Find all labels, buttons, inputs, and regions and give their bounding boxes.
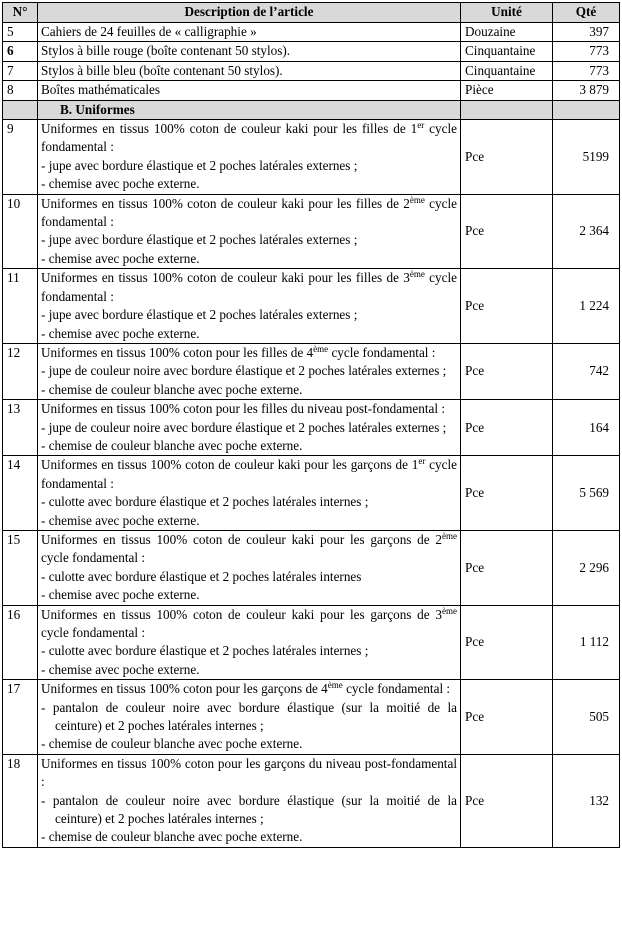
item-quantity: 1 112 xyxy=(553,605,620,680)
intro-text-end: cycle fondamental : xyxy=(41,121,457,155)
item-quantity: 3 879 xyxy=(553,81,620,100)
item-description xyxy=(38,754,461,847)
item-component: - chemise avec poche externe. xyxy=(41,512,457,530)
table-row xyxy=(3,23,620,42)
intro-text: Uniformes en tissus 100% coton de couleur kaki pour les garçons de 3 xyxy=(41,606,442,622)
item-quantity: 505 xyxy=(553,680,620,755)
item-intro xyxy=(41,755,457,792)
item-component: - culotte avec bordure élastique et 2 poches latérales internes ; xyxy=(41,642,457,660)
intro-text: Uniformes en tissus 100% coton pour les garçons de 4 xyxy=(41,681,328,697)
intro-text-end: cycle fondamental : xyxy=(41,625,145,640)
item-number: 8 xyxy=(3,81,38,100)
item-unit: Pce xyxy=(461,120,553,195)
item-number: 7 xyxy=(3,61,38,80)
item-component: - chemise de couleur blanche avec poche externe. xyxy=(41,828,457,846)
header-num: N° xyxy=(3,3,38,23)
intro-text: Uniformes en tissus 100% coton de couleur kaki pour les garçons de 2 xyxy=(41,531,442,547)
item-unit: Pce xyxy=(461,680,553,755)
intro-text: Uniformes en tissus 100% coton de couleur kaki pour les filles de 1 xyxy=(41,121,418,137)
item-quantity: 773 xyxy=(553,61,620,80)
item-number: 9 xyxy=(3,120,38,195)
item-component: - chemise avec poche externe. xyxy=(41,250,457,268)
header-description: Description de l’article xyxy=(38,3,461,23)
item-intro xyxy=(41,456,457,493)
item-quantity: 773 xyxy=(553,42,620,61)
intro-text-end: cycle fondamental : xyxy=(328,344,436,360)
item-component: - jupe avec bordure élastique et 2 poches latérales externes ; xyxy=(41,231,457,249)
item-component: - chemise avec poche externe. xyxy=(41,325,457,343)
item-unit: Pce xyxy=(461,754,553,847)
header-unit: Unité xyxy=(461,3,553,23)
item-description xyxy=(38,605,461,680)
item-number: 13 xyxy=(3,400,38,456)
item-description xyxy=(38,680,461,755)
item-component: - jupe avec bordure élastique et 2 poches latérales externes ; xyxy=(41,306,457,324)
item-number: 18 xyxy=(3,754,38,847)
item-intro xyxy=(41,344,457,362)
item-number: 15 xyxy=(3,530,38,605)
section-spacer xyxy=(461,100,553,119)
item-quantity: 397 xyxy=(553,23,620,42)
item-description: Stylos à bille rouge (boîte contenant 50 stylos). xyxy=(38,42,461,61)
item-component: - pantalon de couleur noire avec bordure élastique (sur la moitié de la ceinture) et 2 poches latérales internes ; xyxy=(41,699,457,736)
item-description xyxy=(38,120,461,195)
item-intro xyxy=(41,269,457,306)
header-qty: Qté xyxy=(553,3,620,23)
item-description xyxy=(38,269,461,344)
item-component: - chemise de couleur blanche avec poche externe. xyxy=(41,735,457,753)
intro-text-end: cycle fondamental : xyxy=(41,195,457,230)
intro-text-end: cycle fondamental : xyxy=(41,550,145,566)
item-component: - culotte avec bordure élastique et 2 poches latérales internes ; xyxy=(41,493,457,511)
intro-text: Uniformes en tissus 100% coton pour les garçons du niveau post-fondamental : xyxy=(41,755,457,790)
item-intro xyxy=(41,606,457,643)
intro-text: Uniformes en tissus 100% coton pour les filles de 4 xyxy=(41,344,314,360)
ordinal-suffix: ème xyxy=(313,343,329,354)
item-unit: Cinquantaine xyxy=(461,61,553,80)
item-number: 12 xyxy=(3,343,38,399)
intro-text-end: cycle fondamental : xyxy=(41,270,457,304)
item-quantity: 132 xyxy=(553,754,620,847)
item-quantity: 2 364 xyxy=(553,194,620,269)
item-component: - jupe de couleur noire avec bordure élastique et 2 poches latérales externes ; xyxy=(41,419,457,437)
item-unit: Pce xyxy=(461,400,553,456)
item-component: - chemise de couleur blanche avec poche externe. xyxy=(41,437,457,455)
table-row xyxy=(3,194,620,269)
intro-text: Uniformes en tissus 100% coton de couleur kaki pour les filles de 3 xyxy=(41,270,410,286)
item-description xyxy=(38,400,461,456)
item-component: - chemise avec poche externe. xyxy=(41,586,457,604)
section-title: B. Uniformes xyxy=(38,100,461,119)
ordinal-suffix: ème xyxy=(409,194,425,205)
table-row xyxy=(3,400,620,456)
ordinal-suffix: ème xyxy=(442,605,457,616)
item-number: 6 xyxy=(3,42,38,61)
item-quantity: 5199 xyxy=(553,120,620,195)
item-unit: Pce xyxy=(461,343,553,399)
item-component: - culotte avec bordure élastique et 2 poches latérales internes xyxy=(41,568,457,586)
table-row xyxy=(3,456,620,531)
table-row xyxy=(3,42,620,61)
item-intro xyxy=(41,531,457,568)
item-description: Stylos à bille bleu (boîte contenant 50 stylos). xyxy=(38,61,461,80)
item-description xyxy=(38,194,461,269)
item-number: 16 xyxy=(3,605,38,680)
table-row xyxy=(3,120,620,195)
item-description xyxy=(38,530,461,605)
item-intro xyxy=(41,680,457,698)
item-component: - chemise avec poche externe. xyxy=(41,175,457,193)
item-description xyxy=(38,456,461,531)
item-unit: Douzaine xyxy=(461,23,553,42)
table-row xyxy=(3,61,620,80)
intro-text: Uniformes en tissus 100% coton de couleur kaki pour les garçons de 1 xyxy=(41,457,419,473)
item-quantity: 742 xyxy=(553,343,620,399)
item-unit: Pce xyxy=(461,456,553,531)
item-number: 17 xyxy=(3,680,38,755)
item-unit: Pce xyxy=(461,194,553,269)
intro-text-end: cycle fondamental : xyxy=(41,457,457,491)
articles-table xyxy=(2,2,620,848)
item-component: - chemise de couleur blanche avec poche externe. xyxy=(41,381,457,399)
item-unit: Pce xyxy=(461,269,553,344)
ordinal-suffix: er xyxy=(418,456,426,467)
item-intro xyxy=(41,120,457,157)
item-quantity: 5 569 xyxy=(553,456,620,531)
item-number: 5 xyxy=(3,23,38,42)
item-number: 14 xyxy=(3,456,38,531)
section-row xyxy=(3,100,620,119)
item-intro xyxy=(41,195,457,232)
intro-text-end: cycle fondamental : xyxy=(342,681,451,697)
item-description: Boîtes mathématicales xyxy=(38,81,461,100)
table-body xyxy=(3,23,620,848)
table-row xyxy=(3,530,620,605)
item-component: - jupe avec bordure élastique et 2 poches latérales externes ; xyxy=(41,157,457,175)
item-quantity: 164 xyxy=(553,400,620,456)
table-row xyxy=(3,81,620,100)
item-unit: Pce xyxy=(461,605,553,680)
item-unit: Cinquantaine xyxy=(461,42,553,61)
item-component: - chemise avec poche externe. xyxy=(41,661,457,679)
table-header xyxy=(3,3,620,23)
table-row xyxy=(3,605,620,680)
intro-text: Uniformes en tissus 100% coton de couleur kaki pour les filles de 2 xyxy=(41,195,410,211)
ordinal-suffix: ème xyxy=(442,530,457,541)
item-intro xyxy=(41,400,457,418)
item-quantity: 2 296 xyxy=(553,530,620,605)
item-unit: Pièce xyxy=(461,81,553,100)
item-description: Cahiers de 24 feuilles de « calligraphie » xyxy=(38,23,461,42)
intro-text: Uniformes en tissus 100% coton pour les filles du niveau post-fondamental : xyxy=(41,401,445,417)
table-row xyxy=(3,343,620,399)
item-unit: Pce xyxy=(461,530,553,605)
item-number: 11 xyxy=(3,269,38,344)
item-component: - jupe de couleur noire avec bordure élastique et 2 poches latérales externes ; xyxy=(41,362,457,380)
ordinal-suffix: er xyxy=(417,120,425,131)
table-row xyxy=(3,269,620,344)
item-quantity: 1 224 xyxy=(553,269,620,344)
item-component: - pantalon de couleur noire avec bordure élastique (sur la moitié de la ceinture) et 2 poches latérales internes ; xyxy=(41,792,457,829)
table-row xyxy=(3,680,620,755)
item-description xyxy=(38,343,461,399)
section-spacer xyxy=(3,100,38,119)
ordinal-suffix: ème xyxy=(409,269,425,280)
section-spacer xyxy=(553,100,620,119)
table-row xyxy=(3,754,620,847)
ordinal-suffix: ème xyxy=(327,680,343,691)
item-number: 10 xyxy=(3,194,38,269)
